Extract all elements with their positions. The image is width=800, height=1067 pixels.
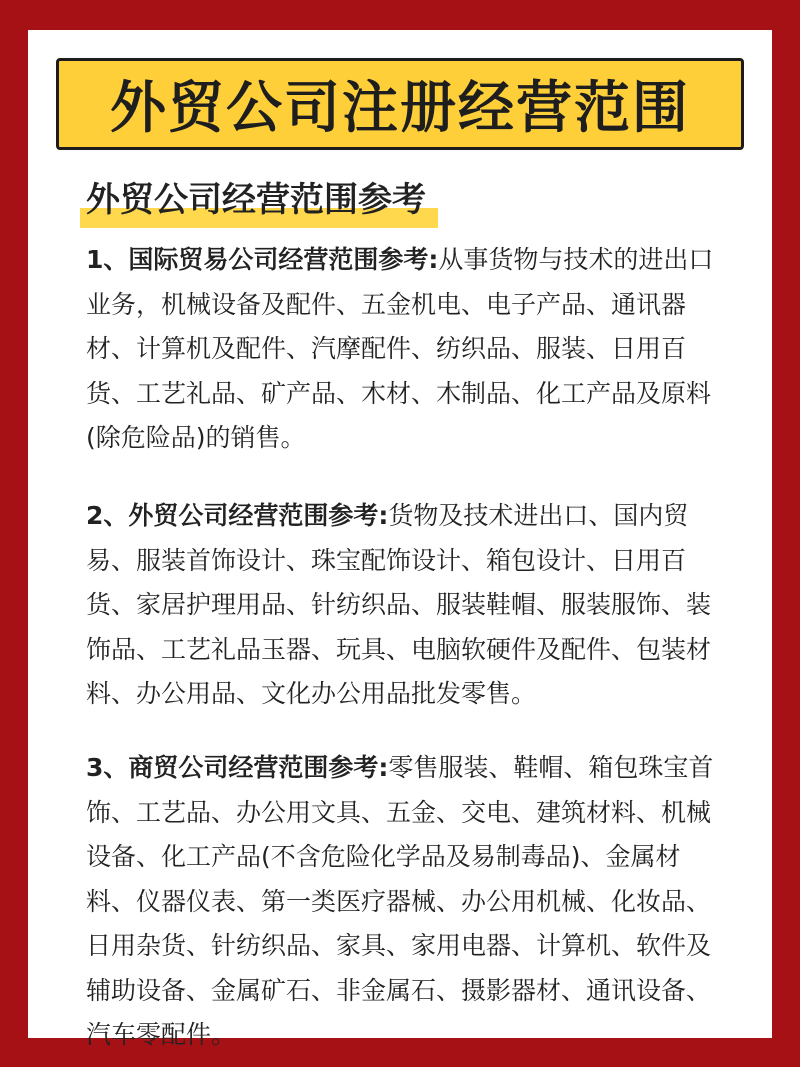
section-2-heading: 2、外贸公司经营范围参考:: [86, 501, 389, 530]
section-1-heading: 1、国际贸易公司经营范围参考:: [86, 245, 439, 274]
section-3: [86, 746, 726, 1058]
section-1-body: 从事货物与技术的进出口业务，机械设备及配件、五金机电、电子产品、通讯器材、计算机及配件、汽摩配件、纺织品、服装、日用百货、工艺礼品、矿产品、木材、木制品、化工产品及原料(除危险品)的销售。: [86, 245, 714, 452]
section-3-heading: 3、商贸公司经营范围参考:: [86, 753, 389, 782]
section-1: [86, 238, 726, 461]
subtitle-block: [86, 178, 426, 228]
page-title: 外贸公司注册经营范围: [110, 76, 690, 141]
section-3-body: 零售服装、鞋帽、箱包珠宝首饰、工艺品、办公用文具、五金、交电、建筑材料、机械设备、化工产品(不含危险化学品及易制毒品)、金属材料、仪器仪表、第一类医疗器械、办公用机械、化妆品、日用杂货、针纺织品、家具、家用电器、计算机、软件及辅助设备、金属矿石、非金属石、摄影器材、通讯设备、汽车零配件。: [86, 753, 714, 1049]
title-banner: [56, 58, 744, 150]
section-2-body: 货物及技术进出口、国内贸易、服装首饰设计、珠宝配饰设计、箱包设计、日用百货、家居护理用品、针纺织品、服装鞋帽、服装服饰、装饰品、工艺礼品玉器、玩具、电脑软硬件及配件、包装材料、办公用品、文化办公用品批发零售。: [86, 501, 712, 708]
section-2: [86, 494, 726, 717]
subtitle: 外贸公司经营范围参考: [86, 180, 426, 220]
content-card: [28, 30, 772, 1049]
